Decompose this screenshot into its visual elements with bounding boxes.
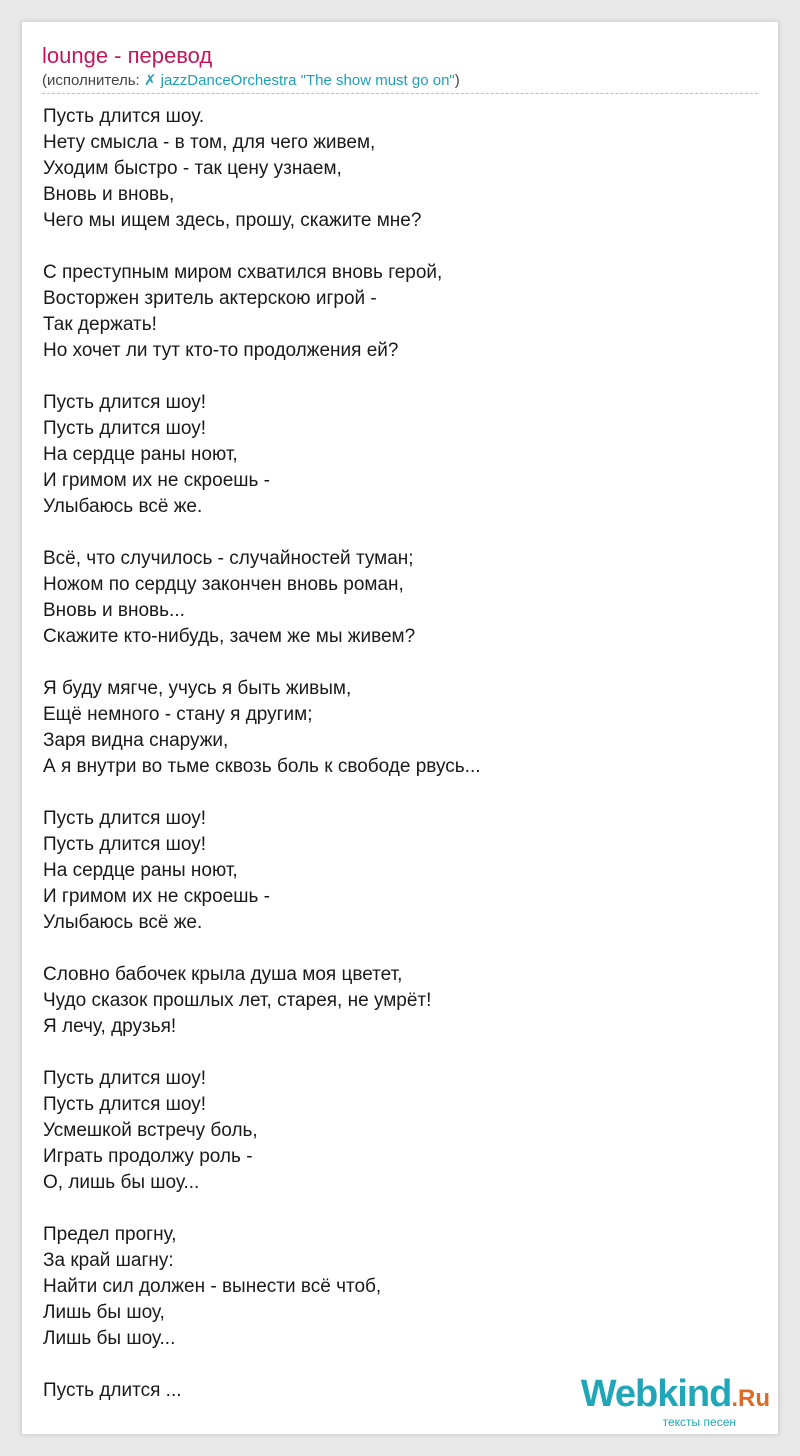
logo-main-text: Webkind [580, 1373, 732, 1415]
page-header [42, 42, 758, 91]
artist-suffix: ) [454, 72, 460, 89]
lyrics-card [22, 22, 778, 1434]
artist-icon: ✗ [143, 72, 157, 89]
lyrics-text: Пусть длится шоу. Нету смысла - в том, для чего живем, Уходим быстро - так цену узнаем, Вновь и вновь, Чего мы ищем здесь, прошу, скажите мне? С преступным миром схватился вновь герой, Восторжен зритель актерскою игрой - Так держать! Но хочет ли тут кто-то продолжения ей? Пусть длится шоу! Пусть длится шоу! На сердце раны ноют, И гримом их не скроешь - Улыбаюсь всё же. Всё, что случилось - случайностей туман; Ножом по сердцу закончен вновь роман, Вновь и вновь... Скажите кто-нибудь, зачем же мы живем? Я буду мягче, учусь я быть живым, Ещё немного - стану я другим; Заря видна снаружи, А я внутри во тьме сквозь боль к свободе рвусь... Пусть длится шоу! Пусть длится шоу! На сердце раны ноют, И гримом их не скроешь - Улыбаюсь всё же. Словно бабочек крыла душа моя цветет, Чудо сказок прошлых лет, старея, не умрёт! Я лечу, друзья! Пусть длится шоу! Пусть длится шоу! Усмешкой встречу боль, Играть продолжу роль - О, лишь бы шоу... Предел прогну, За край шагну: Найти сил должен - вынести всё чтоб, Лишь бы шоу, Лишь бы шоу... Пусть длится ... [43, 106, 481, 1401]
logo-tld: .Ru [731, 1385, 770, 1412]
page-title: lounge - перевод [42, 43, 213, 68]
artist-line [42, 71, 758, 91]
artist-prefix: (исполнитель: [42, 72, 144, 89]
artist-link-text: jazzDanceOrchestra "The show must go on" [160, 72, 455, 89]
header-divider [42, 93, 758, 94]
logo-wordmark [581, 1374, 770, 1419]
site-logo[interactable] [581, 1374, 770, 1428]
artist-link[interactable] [144, 72, 455, 89]
logo-subtitle: тексты песен [662, 1415, 736, 1429]
